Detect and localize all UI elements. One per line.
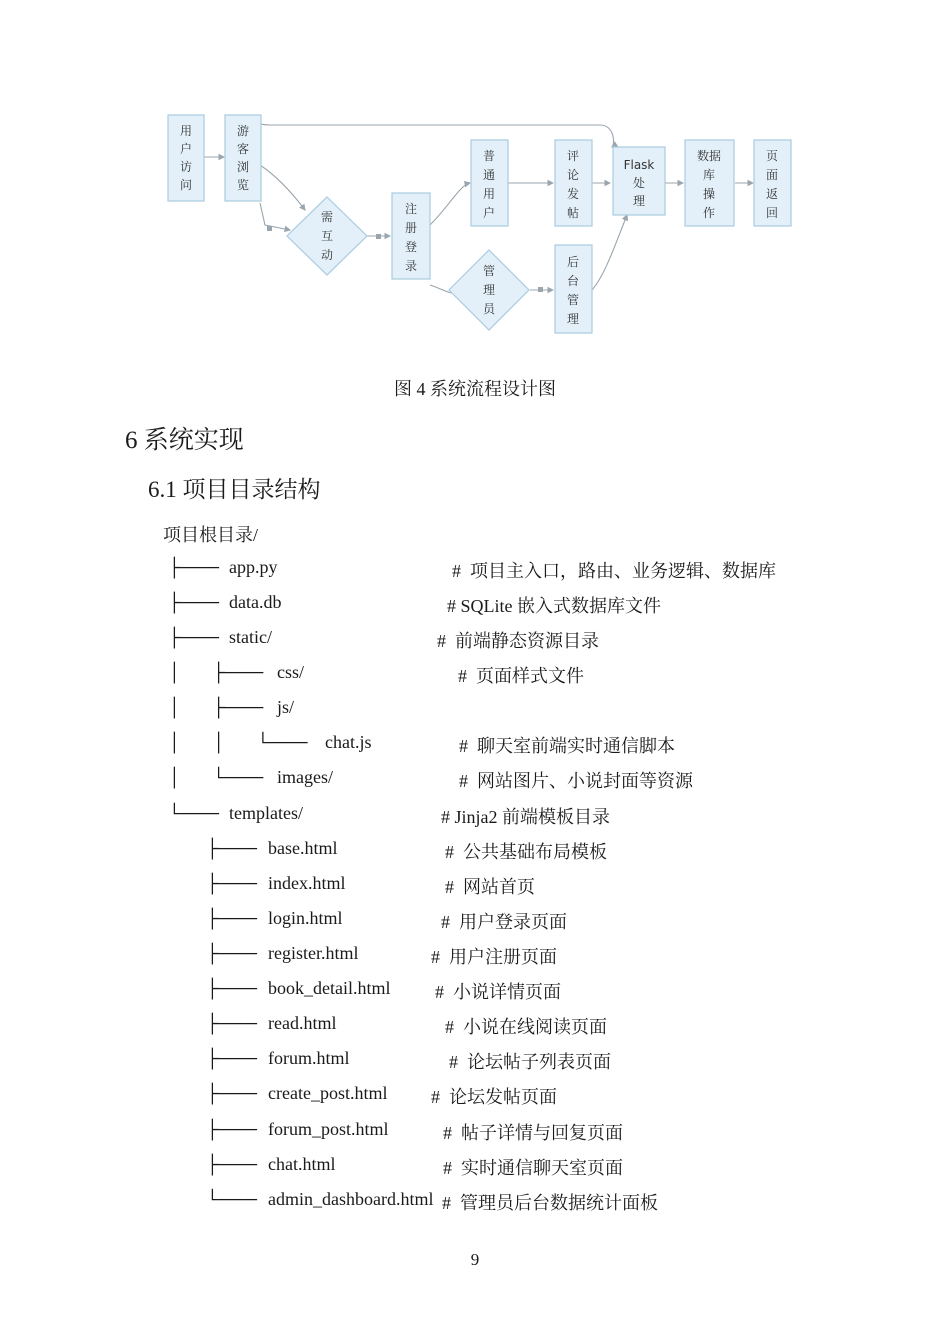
file-name: chat.js xyxy=(325,732,372,752)
file-name: login.html xyxy=(268,908,343,928)
node-label: 需 xyxy=(320,210,334,224)
node-label: 页 xyxy=(765,149,779,163)
tree-branch: ├─── xyxy=(206,1154,258,1174)
file-comment: # 实时通信聊天室页面 xyxy=(443,1158,623,1178)
tree-row xyxy=(0,873,535,901)
tree-branch: ├─── xyxy=(168,557,220,577)
tree-row xyxy=(0,627,599,655)
file-comment: # 论坛发帖页面 xyxy=(431,1087,557,1107)
tree-branch: ├─── xyxy=(206,1048,258,1068)
page-number: 9 xyxy=(470,1250,480,1269)
node-label: 用 xyxy=(482,187,496,201)
tree-branch: ├─── xyxy=(206,838,258,858)
node-label: 发 xyxy=(566,187,580,201)
node-label: 用 xyxy=(179,124,193,138)
file-comment: # SQLite 嵌入式数据库文件 xyxy=(447,596,661,616)
tree-row xyxy=(0,767,693,795)
tree-row xyxy=(0,592,661,620)
tree-branch: ├─── xyxy=(168,592,220,612)
file-comment: # 用户注册页面 xyxy=(431,947,557,967)
file-name: read.html xyxy=(268,1013,337,1033)
tree-branch: └─── xyxy=(206,1189,258,1209)
file-name: static/ xyxy=(229,627,272,647)
node-label: 数据 xyxy=(696,149,722,163)
file-comment: # 小说在线阅读页面 xyxy=(445,1017,607,1037)
node-label: 后 xyxy=(566,255,580,269)
file-comment: # 聊天室前端实时通信脚本 xyxy=(459,736,675,756)
file-comment: # 论坛帖子列表页面 xyxy=(449,1052,611,1072)
tree-branch: │ │ └─── xyxy=(168,732,308,752)
tree-branch: ├─── xyxy=(206,908,258,928)
file-name: chat.html xyxy=(268,1154,336,1174)
file-name: forum_post.html xyxy=(268,1119,389,1139)
node-label: Flask xyxy=(623,158,655,172)
node-label: 互 xyxy=(320,229,334,243)
file-comment: # 项目主入口，路由、业务逻辑、数据库 xyxy=(452,561,776,581)
node-label: 处 xyxy=(632,176,646,190)
file-name: images/ xyxy=(277,767,333,787)
tree-branch: ├─── xyxy=(206,978,258,998)
file-comment: # 网站图片、小说封面等资源 xyxy=(459,771,693,791)
file-name: forum.html xyxy=(268,1048,350,1068)
tree-branch: ├─── xyxy=(168,627,220,647)
section-heading: 6 系统实现 xyxy=(125,427,244,454)
tree-row xyxy=(0,662,584,690)
node-label: 帖 xyxy=(566,206,580,220)
tree-row xyxy=(0,1013,607,1041)
file-name: create_post.html xyxy=(268,1083,388,1103)
node-label: 览 xyxy=(236,178,250,192)
tree-row xyxy=(0,803,610,831)
tree-row xyxy=(0,838,607,866)
node-label: 库 xyxy=(702,168,716,182)
tree-row xyxy=(0,1119,623,1147)
node-label: 登 xyxy=(404,240,418,254)
tree-branch: ├─── xyxy=(206,873,258,893)
file-comment: # 前端静态资源目录 xyxy=(437,631,599,651)
file-name: admin_dashboard.html xyxy=(268,1189,434,1209)
tree-branch: │ ├─── xyxy=(168,697,264,717)
file-name: base.html xyxy=(268,838,338,858)
file-name: js/ xyxy=(277,697,295,717)
tree-row xyxy=(0,1189,658,1217)
tree-branch: ├─── xyxy=(206,1013,258,1033)
file-comment: # 网站首页 xyxy=(445,877,535,897)
node-label: 普 xyxy=(482,149,496,163)
node-label: 册 xyxy=(404,221,418,235)
node-label: 管 xyxy=(482,264,496,278)
node-label: 管 xyxy=(566,293,580,307)
file-comment: # 小说详情页面 xyxy=(435,982,561,1002)
node-label: 游 xyxy=(236,124,250,138)
file-name: register.html xyxy=(268,943,359,963)
file-comment: # 公共基础布局模板 xyxy=(445,842,607,862)
tree-branch: ├─── xyxy=(206,1083,258,1103)
node-label: 问 xyxy=(179,178,193,192)
file-comment: # 用户登录页面 xyxy=(441,912,567,932)
figure-caption: 图 4 系统流程设计图 xyxy=(394,379,556,399)
node-label: 返 xyxy=(765,187,779,201)
subsection-heading: 6.1 项目目录结构 xyxy=(148,477,321,502)
tree-branch: ├─── xyxy=(206,943,258,963)
tree-row xyxy=(0,943,557,971)
node-label: 作 xyxy=(702,206,716,220)
tree-row xyxy=(0,978,561,1006)
node-label: 理 xyxy=(632,194,646,208)
file-comment: # 帖子详情与回复页面 xyxy=(443,1123,623,1143)
file-name: index.html xyxy=(268,873,346,893)
tree-branch: │ └─── xyxy=(168,767,264,787)
tree-row xyxy=(0,1154,623,1182)
file-comment: # 页面样式文件 xyxy=(458,666,584,686)
tree-branch: ├─── xyxy=(206,1119,258,1139)
node-label: 理 xyxy=(482,283,496,297)
file-comment: # Jinja2 前端模板目录 xyxy=(441,807,610,827)
node-label: 员 xyxy=(482,302,496,316)
node-label: 注 xyxy=(404,202,418,216)
node-label: 户 xyxy=(179,142,193,156)
tree-row xyxy=(0,1083,557,1111)
tree-branch: └─── xyxy=(168,803,220,823)
file-name: templates/ xyxy=(229,803,303,823)
node-label: 客 xyxy=(236,142,250,156)
node-label: 理 xyxy=(566,312,580,326)
tree-row xyxy=(0,908,567,936)
node-label: 台 xyxy=(566,274,580,288)
tree-row xyxy=(0,1048,611,1076)
file-name: book_detail.html xyxy=(268,978,391,998)
node-label: 评 xyxy=(566,149,580,163)
node-label: 回 xyxy=(765,206,779,220)
file-comment: # 管理员后台数据统计面板 xyxy=(442,1193,658,1213)
file-name: css/ xyxy=(277,662,304,682)
file-name: data.db xyxy=(229,592,282,612)
root-directory: 项目根目录/ xyxy=(163,525,259,545)
node-label: 动 xyxy=(320,248,334,262)
flowchart xyxy=(160,105,800,345)
node-label: 浏 xyxy=(236,160,250,174)
tree-row xyxy=(0,732,675,760)
node-label: 户 xyxy=(482,206,496,220)
node-label: 面 xyxy=(765,168,779,182)
node-label: 操 xyxy=(702,187,716,201)
node-label: 论 xyxy=(566,168,580,182)
file-name: app.py xyxy=(229,557,278,577)
tree-row xyxy=(0,697,295,725)
node-label: 录 xyxy=(404,259,418,273)
tree-row xyxy=(0,557,776,585)
node-label: 访 xyxy=(179,160,193,174)
node-label: 通 xyxy=(482,168,496,182)
tree-branch: │ ├─── xyxy=(168,662,264,682)
